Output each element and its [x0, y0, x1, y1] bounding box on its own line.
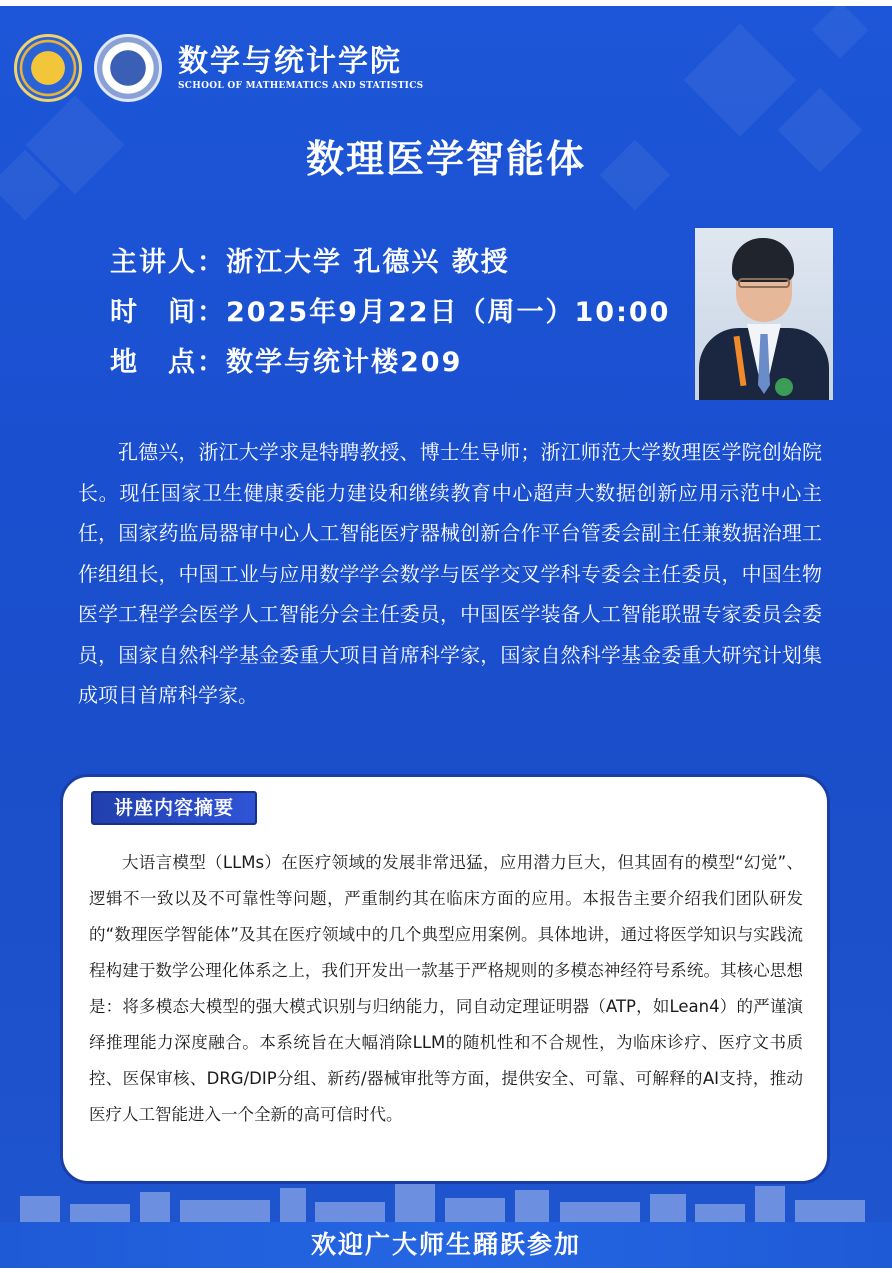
- school-name-cn: 数学与统计学院: [178, 44, 402, 79]
- university-emblem-icon: [14, 34, 82, 102]
- photo-glasses: [738, 278, 790, 288]
- school-emblem-icon: [94, 34, 162, 102]
- place-line: 地 点：数学与统计楼209: [110, 347, 463, 378]
- time-line: 时 间：2025年9月22日（周一）10:00: [110, 297, 671, 328]
- decor-diamond: [683, 23, 796, 136]
- abstract-tag: 讲座内容摘要: [91, 791, 257, 825]
- bottom-strip: [0, 1268, 892, 1273]
- speaker-bio: 孔德兴，浙江大学求是特聘教授、博士生导师；浙江师范大学数理医学院创始院长。现任国家卫生健康委能力建设和继续教育中心超声大数据创新应用示范中心主任，国家药监局器审中心人工智能医疗器械创新合作平台管委会副主任兼数据治理工作组组长，中国工业与应用数学学会数学与医学交叉学科专委会主任委员，中国生物医学工程学会医学人工智能分会主任委员，中国医学装备人工智能联盟专家委员会委员，国家自然科学基金委重大项目首席科学家，国家自然科学基金委重大研究计划集成项目首席科学家。: [78, 440, 822, 707]
- footer-banner: 欢迎广大师生踊跃参加: [0, 1222, 892, 1268]
- abstract-card: [60, 774, 830, 1184]
- campus-skyline: [0, 1176, 892, 1222]
- school-name: [178, 45, 423, 91]
- school-logo: [14, 34, 423, 102]
- abstract-text: 大语言模型（LLMs）在医疗领域的发展非常迅猛，应用潜力巨大，但其固有的模型“幻觉”、逻辑不一致以及不可靠性等问题，严重制约其在临床方面的应用。本报告主要介绍我们团队研发的“数理医学智能体”及其在医疗领域中的几个典型应用案例。具体地讲，通过将医学知识与实践流程构建于数学公理化体系之上，我们开发出一款基于严格规则的多模态神经符号系统。其核心思想是：将多模态大模型的强大模式识别与归纳能力，同自动定理证明器（ATP，如Lean4）的严谨演绎推理能力深度融合。本系统旨在大幅消除LLM的随机性和不合规性，为临床诊疗、医疗文书质控、医保审核、DRG/DIP分组、新药/器械审批等方面，提供安全、可靠、可解释的AI支持，推动医疗人工智能进入一个全新的高可信时代。: [89, 853, 803, 1124]
- decor-diamond: [812, 2, 869, 59]
- school-name-en: SCHOOL OF MATHEMATICS AND STATISTICS: [178, 81, 424, 91]
- speaker-photo: [695, 228, 833, 400]
- lecture-title: 数理医学智能体: [305, 137, 586, 181]
- top-strip: [0, 0, 892, 6]
- photo-badge: [775, 378, 793, 396]
- speaker-line: 主讲人：浙江大学 孔德兴 教授: [110, 247, 510, 278]
- photo-hair: [732, 238, 794, 282]
